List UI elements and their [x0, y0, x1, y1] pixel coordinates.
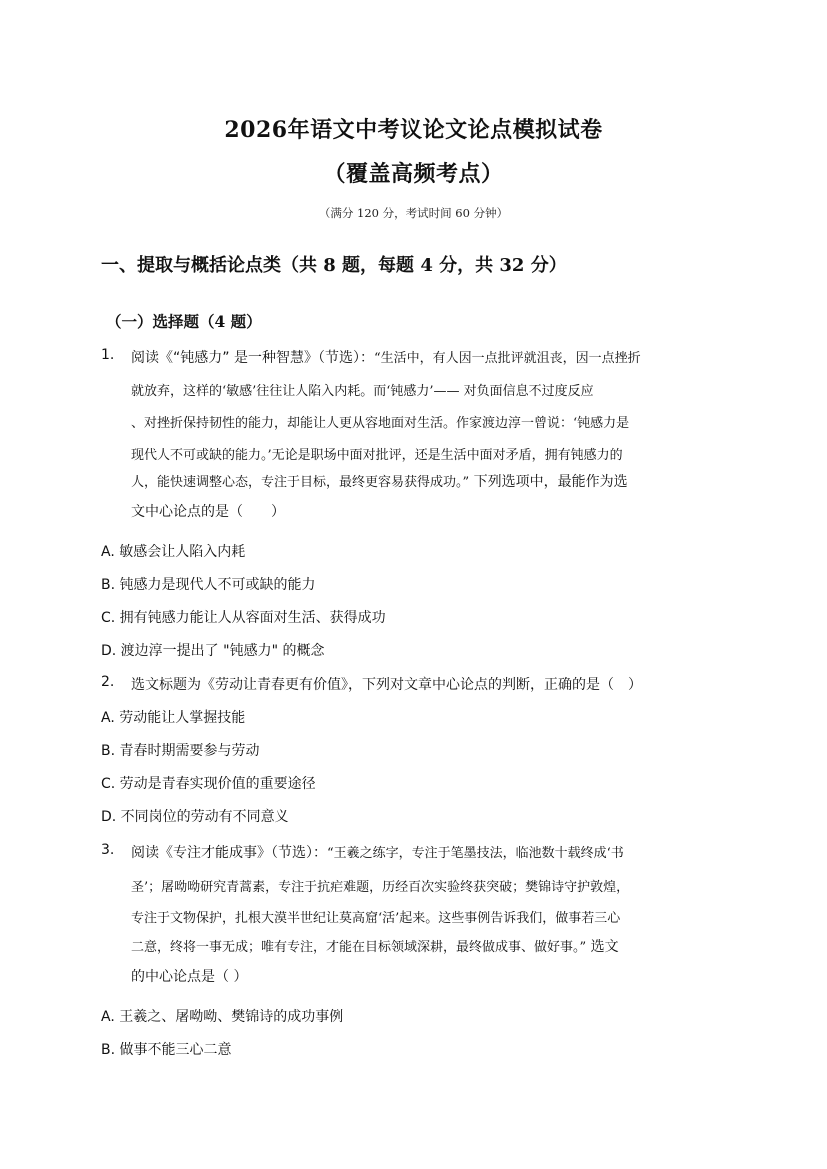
option-a: A. 劳动能让人掌握技能	[101, 710, 246, 726]
question-line	[131, 471, 628, 491]
question-tail: 下列选项中，最能作为选	[469, 474, 628, 490]
question-line	[131, 842, 624, 862]
option-a: A. 王羲之、屠呦呦、樊锦诗的成功事例	[101, 1009, 344, 1025]
option-b: B. 青春时期需要参与劳动	[101, 743, 260, 759]
question-number: 2.	[101, 674, 115, 690]
question-line: 文中心论点的是（ ）	[131, 504, 285, 520]
question-lead: 阅读《“钝感力” 是一种智慧》（节选）：	[131, 350, 374, 366]
option-b: B. 做事不能三心二意	[101, 1042, 232, 1058]
question-quote: “生活中，有人因一点批评就沮丧，因一点挫折	[373, 351, 641, 366]
section-heading: 一、提取与概括论点类（共 8 题，每题 4 分，共 32 分）	[101, 255, 567, 276]
page-title: 2026年语文中考议论文论点模拟试卷	[224, 117, 603, 143]
question-line: 的中心论点是（ ）	[131, 969, 248, 985]
question-line: 、对挫折保持韧性的能力，却能让人更从容地面对生活。作家渡边淳一曾说：‘钝感力是	[131, 416, 630, 431]
question-lead: 阅读《专注才能成事》（节选）：	[131, 845, 327, 861]
question-line	[131, 347, 641, 367]
option-d: D. 渡边淳一提出了 "钝感力" 的概念	[101, 643, 325, 659]
question-quote: 人，能快速调整心态，专注于目标，最终更容易获得成功。”	[131, 475, 470, 490]
question-number: 1.	[101, 347, 115, 363]
question-quote: “王羲之练字，专注于笔墨技法，临池数十载终成‘书	[327, 846, 624, 861]
page-subtitle: （覆盖高频考点）	[323, 161, 504, 187]
question-line: 现代人不可或缺的能力。’无论是职场中面对批评，还是生活中面对矛盾，拥有钝感力的	[131, 448, 623, 463]
question-quote: 二意，终将一事无成；唯有专注，才能在目标领域深耕，最终做成事、做好事。”	[131, 940, 587, 955]
question-line	[131, 936, 619, 956]
option-b: B. 钝感力是现代人不可或缺的能力	[101, 577, 316, 593]
exam-note: （满分 120 分，考试时间 60 分钟）	[318, 206, 509, 220]
question-line: 就放弃，这样的‘敏感’往往让人陷入内耗。而‘钝感力’—— 对负面信息不过度反应	[131, 384, 594, 399]
option-c: C. 拥有钝感力能让人从容面对生活、获得成功	[101, 610, 386, 626]
question-line: 圣’；屠呦呦研究青蒿素，专注于抗疟难题，历经百次实验终获突破；樊锦诗守护敦煌，	[131, 880, 630, 895]
question-number: 3.	[101, 842, 115, 858]
option-d: D. 不同岗位的劳动有不同意义	[101, 809, 289, 825]
option-a: A. 敏感会让人陷入内耗	[101, 544, 246, 560]
subsection-heading: （一）选择题（4 题）	[106, 312, 262, 331]
question-line: 专注于文物保护，扎根大漠半世纪让莫高窟‘活’起来。这些事例告诉我们，做事若三心	[131, 911, 621, 926]
question-tail: 选文	[586, 939, 619, 955]
question-text: 选文标题为《劳动让青春更有价值》，下列对文章中心论点的判断，正确的是（ ）	[131, 677, 642, 693]
option-c: C. 劳动是青春实现价值的重要途径	[101, 776, 316, 792]
